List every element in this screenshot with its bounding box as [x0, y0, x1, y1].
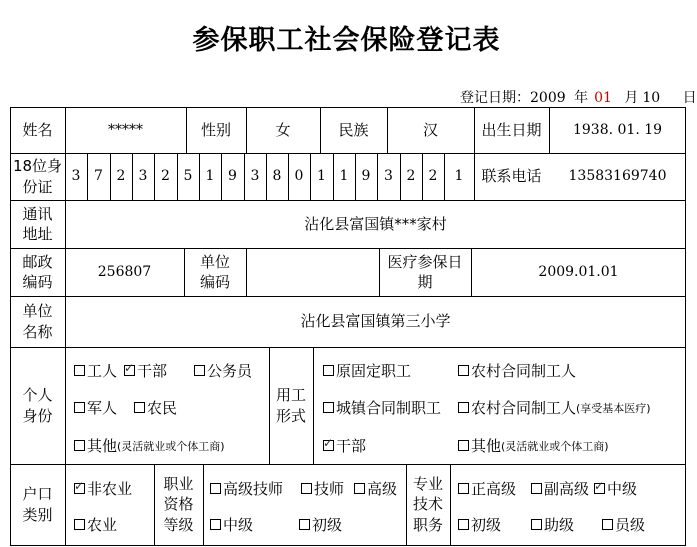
employment-label: 用工形式	[275, 386, 306, 425]
checkbox-icon[interactable]	[74, 365, 85, 376]
option-label: 军人	[87, 399, 118, 417]
date-day-unit: 日	[682, 90, 697, 106]
checkbox-option[interactable]	[74, 435, 225, 456]
checkbox-option[interactable]	[458, 514, 501, 535]
medical-date-label: 医疗参保日期	[387, 252, 463, 291]
phone-value[interactable]: 13583169740	[568, 168, 667, 185]
option-label: 中级	[223, 516, 254, 534]
option-label: 员级	[615, 516, 646, 534]
option-label: 原固定职工	[336, 362, 412, 380]
address-value[interactable]: 沾化县富国镇***家村	[304, 214, 447, 233]
checkbox-icon[interactable]	[354, 483, 365, 494]
id-digit[interactable]: 1	[339, 168, 349, 185]
checkbox-icon[interactable]	[74, 402, 85, 413]
checkbox-icon[interactable]	[323, 402, 334, 413]
option-label: 农民	[147, 399, 178, 417]
checkbox-option[interactable]	[323, 360, 411, 381]
option-label: 干部	[137, 362, 168, 380]
date-year: 2009	[530, 90, 566, 106]
date-day: 10	[642, 90, 661, 106]
option-label: 农村合同制工人	[471, 362, 577, 380]
id-digit[interactable]: 2	[116, 168, 126, 185]
birth-value[interactable]: 1938. 01. 19	[572, 121, 663, 138]
checkbox-option[interactable]	[323, 435, 366, 456]
option-note: (灵活就业或个体工商)	[117, 439, 225, 453]
id-digit[interactable]: 8	[272, 168, 282, 185]
checkbox-icon[interactable]	[74, 440, 85, 451]
checkbox-option[interactable]	[74, 514, 117, 535]
checkbox-option[interactable]	[531, 514, 574, 535]
date-label: 登记日期：	[460, 90, 530, 106]
checkbox-option[interactable]	[124, 360, 167, 381]
checkbox-option[interactable]	[210, 514, 253, 535]
unit-name-value[interactable]: 沾化县富国镇第三小学	[300, 312, 451, 331]
id-digit[interactable]: 3	[138, 168, 148, 185]
checkbox-icon[interactable]	[194, 365, 205, 376]
checkbox-checked-icon[interactable]	[323, 440, 334, 451]
option-label: 工人	[87, 362, 118, 380]
household-label: 户口类别	[22, 485, 53, 524]
option-label: 高级	[367, 480, 398, 498]
identity-label: 个人身份	[22, 386, 53, 425]
id-digit[interactable]: 9	[228, 168, 237, 185]
checkbox-option[interactable]	[301, 478, 344, 499]
checkbox-option[interactable]	[594, 478, 637, 499]
title-label: 专业技术职务	[412, 475, 443, 534]
unit-name-label: 单位名称	[22, 302, 53, 341]
registration-date	[460, 87, 697, 107]
checkbox-option[interactable]	[458, 478, 516, 499]
unit-code-label: 单位编码	[199, 252, 230, 291]
checkbox-checked-icon[interactable]	[124, 365, 135, 376]
option-label: 正高级	[471, 480, 517, 498]
checkbox-option[interactable]	[458, 360, 576, 381]
id-digit[interactable]: 3	[384, 168, 393, 185]
postcode-label: 邮政编码	[22, 252, 53, 291]
checkbox-option[interactable]	[354, 478, 397, 499]
postcode-value[interactable]: 256807	[97, 263, 152, 280]
id-digit[interactable]: 2	[161, 168, 170, 185]
gender-value[interactable]: 女	[275, 120, 291, 139]
checkbox-icon[interactable]	[458, 402, 469, 413]
checkbox-option[interactable]	[210, 478, 283, 499]
gender-label: 性别	[200, 120, 231, 139]
option-label: 初级	[471, 516, 502, 534]
checkbox-icon[interactable]	[210, 519, 221, 530]
option-label: 其他	[471, 437, 502, 455]
date-month-unit: 月	[624, 90, 639, 106]
option-label: 城镇合同制职工	[336, 399, 442, 417]
id-digit[interactable]: 0	[294, 168, 304, 185]
checkbox-checked-icon[interactable]	[594, 483, 605, 494]
option-label: 副高级	[544, 480, 590, 498]
date-month: 01	[594, 90, 612, 106]
id-digit[interactable]: 9	[361, 168, 371, 185]
checkbox-option[interactable]	[134, 397, 177, 418]
qualification-label: 职业资格等级	[163, 475, 194, 534]
id-digit[interactable]: 3	[250, 168, 260, 185]
option-label: 中级	[607, 480, 638, 498]
option-label: 高级技师	[223, 480, 284, 498]
checkbox-icon[interactable]	[458, 519, 469, 530]
checkbox-icon[interactable]	[299, 519, 310, 530]
id-digit[interactable]: 1	[205, 168, 215, 185]
checkbox-icon[interactable]	[531, 519, 542, 530]
checkbox-option[interactable]	[299, 514, 342, 535]
medical-date-value[interactable]: 2009.01.01	[538, 263, 619, 280]
checkbox-icon[interactable]	[602, 519, 613, 530]
option-label: 农村合同制工人	[471, 399, 577, 417]
checkbox-option[interactable]	[458, 397, 651, 418]
checkbox-option[interactable]	[458, 435, 609, 456]
checkbox-icon[interactable]	[458, 365, 469, 376]
form-title: 参保职工社会保险登记表	[192, 25, 501, 56]
date-year-unit: 年	[574, 90, 589, 106]
option-label: 初级	[312, 516, 343, 534]
checkbox-option[interactable]	[74, 397, 117, 418]
id-digit[interactable]: 3	[71, 168, 81, 185]
phone-label: 联系电话	[481, 167, 542, 186]
id-digit[interactable]: 7	[94, 168, 103, 185]
address-label: 通讯地址	[22, 204, 53, 243]
checkbox-option[interactable]	[323, 397, 441, 418]
id-digit[interactable]: 2	[406, 168, 416, 185]
checkbox-option[interactable]	[74, 478, 132, 499]
option-label: 农业	[87, 516, 118, 534]
checkbox-icon[interactable]	[323, 365, 334, 376]
option-label: 助级	[544, 516, 575, 534]
id-label: 18位身份证	[12, 157, 63, 196]
name-label: 姓名	[22, 120, 53, 139]
checkbox-icon[interactable]	[531, 483, 542, 494]
checkbox-icon[interactable]	[134, 402, 145, 413]
id-digit[interactable]: 5	[183, 168, 193, 185]
option-label: 技师	[314, 480, 345, 498]
ethnic-value[interactable]: 汉	[422, 120, 438, 139]
checkbox-option[interactable]	[602, 514, 645, 535]
unit-code-value[interactable]	[246, 248, 379, 296]
registration-table	[10, 107, 686, 547]
birth-label: 出生日期	[481, 120, 542, 139]
option-label: 公务员	[207, 362, 253, 380]
option-note: (享受基本医疗)	[576, 401, 651, 415]
id-digit[interactable]: 2	[428, 168, 438, 185]
checkbox-option[interactable]	[531, 478, 589, 499]
checkbox-icon[interactable]	[458, 440, 469, 451]
checkbox-icon[interactable]	[301, 483, 312, 494]
checkbox-icon[interactable]	[210, 483, 221, 494]
ethnic-label: 民族	[338, 120, 369, 139]
checkbox-option[interactable]	[74, 360, 117, 381]
name-value[interactable]: *****	[108, 121, 143, 138]
option-note: (灵活就业或个体工商)	[501, 439, 609, 453]
option-label: 干部	[336, 437, 367, 455]
id-digit[interactable]: 1	[454, 168, 464, 185]
id-digit[interactable]: 1	[317, 168, 326, 185]
option-label: 其他	[87, 437, 118, 455]
checkbox-icon[interactable]	[74, 519, 85, 530]
checkbox-icon[interactable]	[458, 483, 469, 494]
checkbox-checked-icon[interactable]	[74, 483, 85, 494]
checkbox-option[interactable]	[194, 360, 252, 381]
option-label: 非农业	[87, 480, 133, 498]
